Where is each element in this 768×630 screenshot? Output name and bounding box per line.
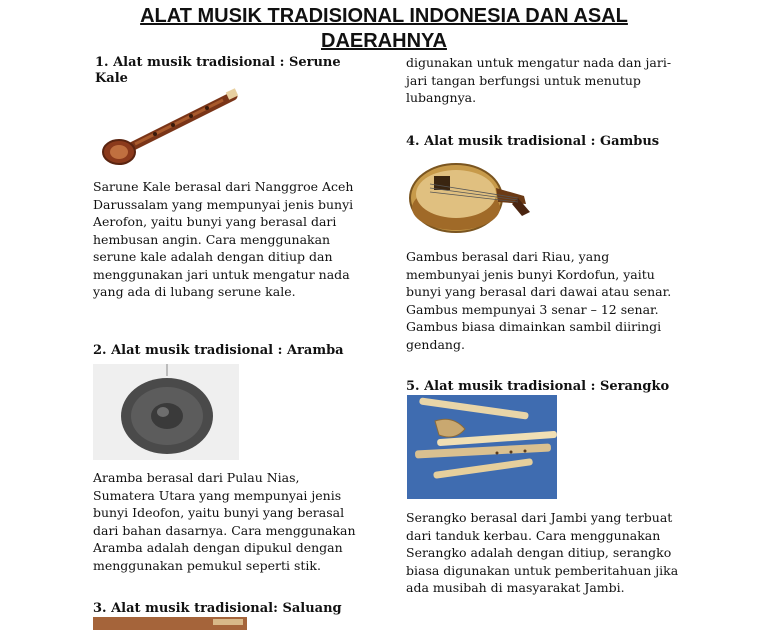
heading-serangko: 5. Alat musik tradisional : Serangko <box>406 379 670 394</box>
serangko-image <box>407 395 557 499</box>
saluang-image <box>93 617 247 630</box>
page-title: ALAT MUSIK TRADISIONAL INDONESIA DAN ASAL DAERAHNYA <box>140 5 628 52</box>
gambus-image <box>406 152 542 238</box>
text-gambus: Gambus berasal dari Riau, yang membunyai jenis bunyi Kordofun, yaitu bunyi yang berasal dari dawai atau senar. Gambus mempunyai 3 senar – 12 senar. Gambus biasa dimainkan sambil diiringi gendang. <box>406 249 672 352</box>
heading-serune-kale: 1. Alat musik tradisional : Serune Kale <box>95 55 341 86</box>
heading-gambus: 4. Alat musik tradisional : Gambus <box>406 134 660 149</box>
serune-kale-image <box>95 88 245 170</box>
text-serune-kale: Sarune Kale berasal dari Nanggroe Aceh Darussalam yang mempunyai jenis bunyi Aerofon, yaitu bunyi yang berasal dari hembusan angin. Cara menggunakan serune kale adalah dengan ditiup dan menggunakan jari untuk mengatur nada yang ada di lubang serune kale. <box>93 179 354 299</box>
text-saluang-continued: digunakan untuk mengatur nada dan jari-jari tangan berfungsi untuk menutup lubangnya. <box>406 55 672 105</box>
heading-aramba: 2. Alat musik tradisional : Aramba <box>93 343 344 358</box>
heading-saluang: 3. Alat musik tradisional: Saluang <box>93 601 342 616</box>
text-serangko: Serangko berasal dari Jambi yang terbuat dari tanduk kerbau. Cara menggunakan Serangko adalah dengan ditiup, serangko biasa digunakan untuk pemberitahuan jika ada musibah di masyarakat Jambi. <box>406 510 679 595</box>
text-aramba: Aramba berasal dari Pulau Nias, Sumatera Utara yang mempunyai jenis bunyi Ideofon, yaitu bunyi yang berasal dari bahan dasarnya. Cara menggunakan Aramba adalah dengan dipukul dengan menggunakan pemukul seperti stik. <box>93 470 356 573</box>
aramba-gong-image <box>93 364 239 460</box>
